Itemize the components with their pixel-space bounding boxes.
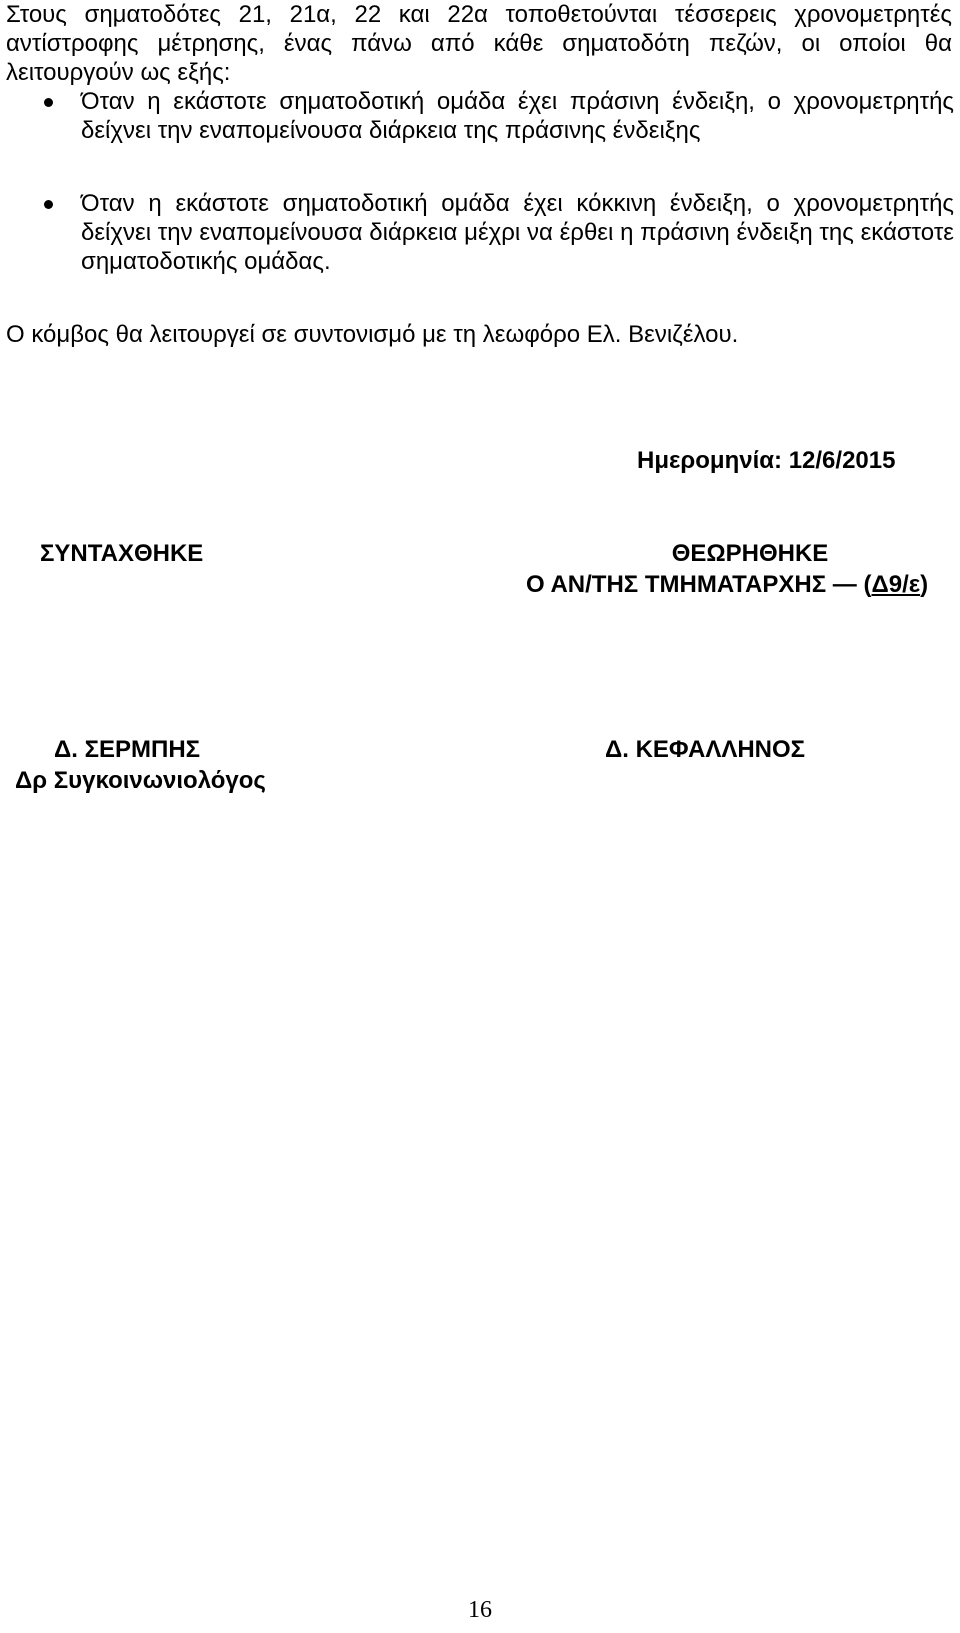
right-signatory-name: Δ. ΚΕΦΑΛΛΗΝΟΣ bbox=[605, 736, 806, 763]
right-signature-role-line bbox=[526, 570, 928, 599]
bullet-text: Όταν η εκάστοτε σηματοδοτική ομάδα έχει κόκκινη ένδειξη, ο χρονομετρητής δείχνει την εναπομείνουσα διάρκεια μέχρι να έρθει η πράσινη ένδειξη της εκάστοτε σηματοδοτικής ομάδας. bbox=[81, 190, 954, 275]
bullet-item-green bbox=[44, 87, 954, 145]
left-signatory-title: Δρ Συγκοινωνιολόγος bbox=[15, 767, 266, 794]
bullet-text: Όταν η εκάστοτε σηματοδοτική ομάδα έχει πράσινη ένδειξη, ο χρονομετρητής δείχνει την εναπομείνουσα διάρκεια της πράσινης ένδειξης bbox=[81, 88, 954, 144]
department-code-open: ( bbox=[863, 571, 872, 598]
coordination-paragraph: Ο κόμβος θα λειτουργεί σε συντονισμό με τη λεωφόρο Ελ. Βενιζέλου. bbox=[6, 321, 739, 348]
bullet-item-red bbox=[44, 189, 954, 276]
page-number: 16 bbox=[468, 1597, 492, 1623]
signatory-role: Ο ΑΝ/ΤΗΣ ΤΜΗΜΑΤΑΡΧΗΣ bbox=[526, 571, 827, 598]
right-signature-heading: ΘΕΩΡΗΘΗΚΕ bbox=[671, 540, 829, 567]
left-signatory-name: Δ. ΣΕΡΜΠΗΣ bbox=[54, 736, 201, 763]
bullet-icon bbox=[44, 200, 53, 209]
role-dash: — bbox=[832, 571, 857, 598]
left-signature-heading: ΣΥΝΤΑΧΘΗΚΕ bbox=[40, 540, 204, 567]
intro-paragraph: Στους σηματοδότες 21, 21α, 22 και 22α τοποθετούνται τέσσερεις χρονομετρητές αντίστροφης μέτρησης, ένας πάνω από κάθε σηματοδότη πεζών, οι οποίοι θα λειτουργούν ως εξής: bbox=[6, 1, 952, 86]
department-code: Δ9/ε bbox=[871, 571, 921, 598]
date-line: Ημερομηνία: 12/6/2015 bbox=[637, 447, 896, 474]
department-code-close: ) bbox=[920, 571, 929, 598]
bullet-icon bbox=[44, 98, 53, 107]
